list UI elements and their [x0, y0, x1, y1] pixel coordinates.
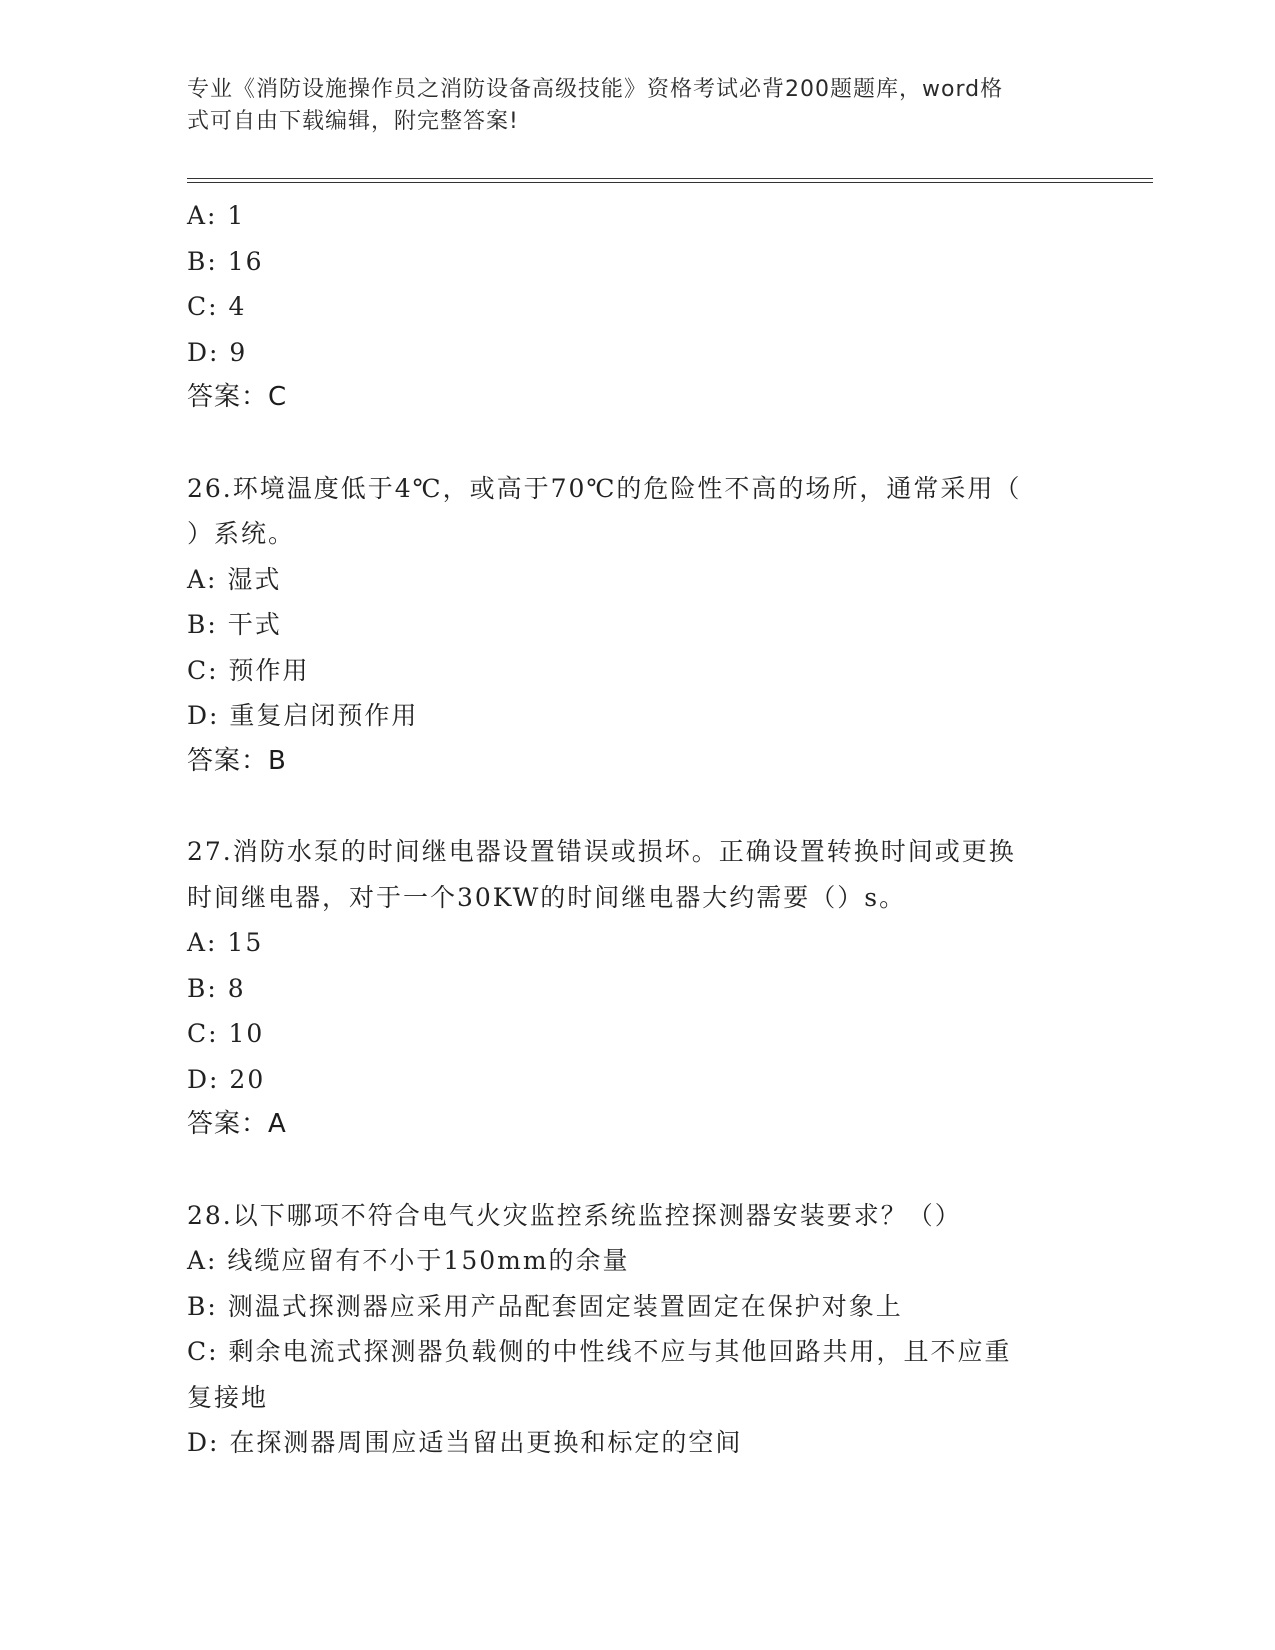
option-b: B: 8: [187, 973, 246, 1003]
question-28: [187, 1193, 1087, 1466]
option-a: A: 湿式: [187, 564, 282, 594]
spacer: [187, 421, 1087, 466]
option-d: D: 在探测器周围应适当留出更换和标定的空间: [187, 1428, 743, 1457]
document-header: [187, 74, 1067, 138]
question-25: [187, 193, 1087, 421]
option-d: D: 9: [187, 337, 248, 367]
option-b: B: 16: [187, 246, 264, 276]
question-stem-line-1: 26.环境温度低于4℃，或高于70℃的危险性不高的场所，通常采用（: [187, 473, 1022, 503]
option-d: D: 重复启闭预作用: [187, 701, 419, 730]
answer: 答案：C: [187, 382, 288, 412]
option-b: B: 测温式探测器应采用产品配套固定装置固定在保护对象上: [187, 1291, 903, 1321]
spacer: [187, 1148, 1087, 1193]
option-a: A: 线缆应留有不小于150mm的余量: [187, 1246, 630, 1275]
header-divider-top: [187, 178, 1153, 179]
option-a: A: 1: [187, 201, 246, 230]
header-title-line-2: 式可自由下载编辑，附完整答案!: [187, 109, 519, 134]
answer: 答案：A: [187, 1109, 287, 1139]
question-list: [187, 193, 1087, 1466]
question-stem-line-2: 时间继电器，对于一个30KW的时间继电器大约需要（）s。: [187, 882, 907, 912]
header-divider-bottom: [187, 182, 1153, 183]
option-c: C: 10: [187, 1019, 265, 1048]
option-c: C: 预作用: [187, 655, 310, 685]
option-c-line-2: 复接地: [187, 1382, 269, 1412]
question-stem-line-2: ）系统。: [187, 519, 296, 548]
spacer: [187, 784, 1087, 829]
question-stem-line-1: 27.消防水泵的时间继电器设置错误或损坏。正确设置转换时间或更换: [187, 837, 1016, 866]
question-stem-line-1: 28.以下哪项不符合电气火灾监控系统监控探测器安装要求？（）: [187, 1200, 962, 1230]
question-26: [187, 466, 1087, 785]
header-title-line-1: 专业《消防设施操作员之消防设备高级技能》资格考试必背200题题库，word格: [187, 77, 1004, 102]
option-b: B: 干式: [187, 610, 282, 639]
option-d: D: 20: [187, 1064, 266, 1094]
question-27: [187, 829, 1087, 1148]
answer: 答案：B: [187, 745, 287, 776]
option-c-line-1: C: 剩余电流式探测器负载侧的中性线不应与其他回路共用，且不应重: [187, 1337, 1012, 1366]
option-a: A: 15: [187, 928, 264, 957]
option-c: C: 4: [187, 292, 247, 321]
